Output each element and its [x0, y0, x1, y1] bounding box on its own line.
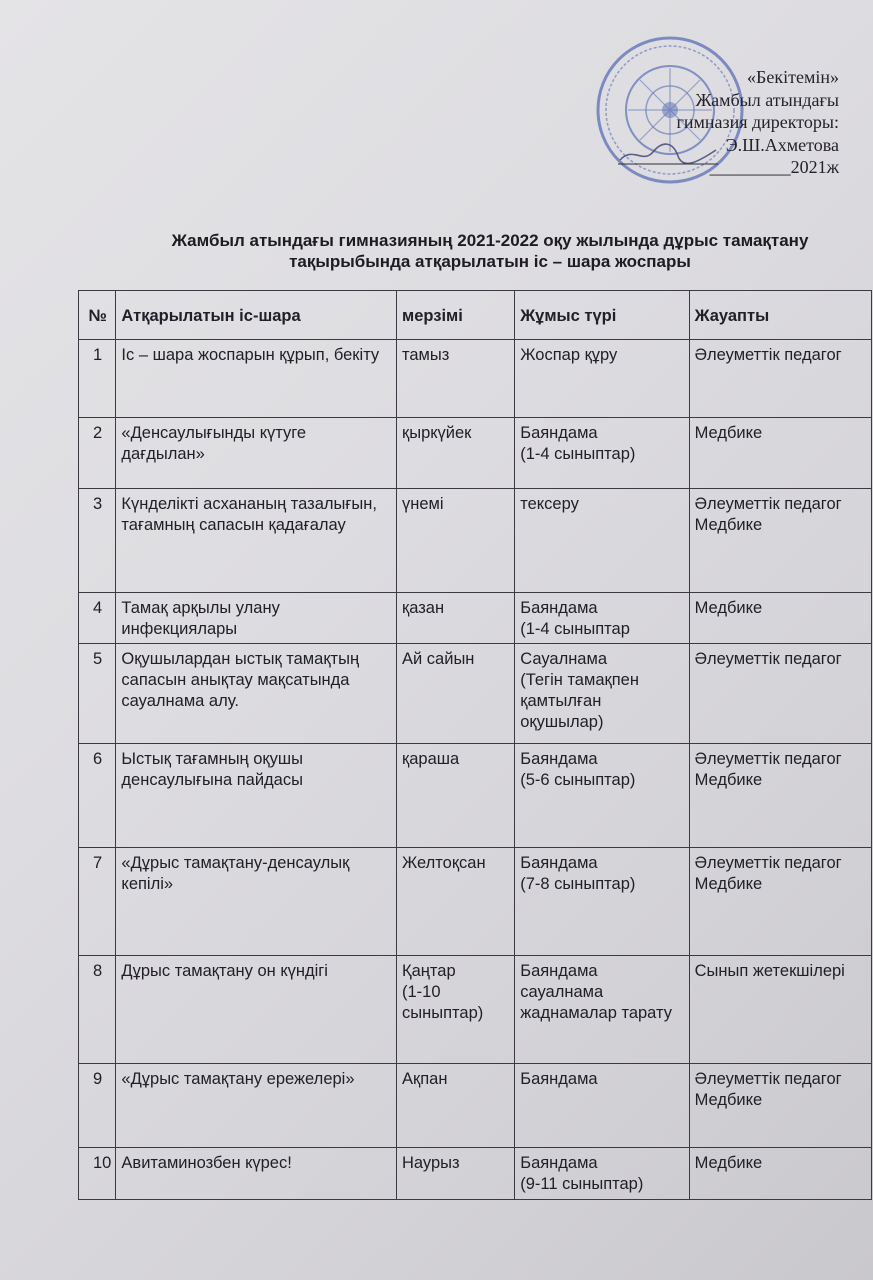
cell-event: Дұрыс тамақтану он күндігі [116, 956, 397, 1064]
cell-term: Желтоқсан [397, 848, 515, 956]
table-header-row [79, 291, 872, 340]
cell-work-type: Баяндама (1-4 сыныптар [515, 593, 689, 644]
cell-number: 8 [79, 956, 116, 1064]
cell-work-type: Баяндама (1-4 сыныптар) [515, 418, 689, 489]
cell-number: 2 [79, 418, 116, 489]
cell-number: 7 [79, 848, 116, 956]
cell-work-type: Баяндама (9-11 сыныптар) [515, 1148, 689, 1200]
cell-responsible: Медбике [689, 418, 871, 489]
cell-term: Наурыз [397, 1148, 515, 1200]
document-title: Жамбыл атындағы гимназияның 2021-2022 оқу жылында дұрыс тамақтану тақырыбында атқарылатын іс – шара жоспары [171, 231, 809, 271]
cell-responsible: Медбике [689, 593, 871, 644]
cell-responsible: Әлеуметтік педагог Медбике [689, 848, 871, 956]
cell-term: қараша [397, 744, 515, 848]
table-row [79, 340, 872, 418]
header-event: Атқарылатын іс-шара [116, 291, 397, 340]
table-row [79, 956, 872, 1064]
cell-term: Ай сайын [397, 644, 515, 744]
approval-director-name: Э.Ш.Ахметова [725, 134, 839, 155]
cell-responsible: Әлеуметтік педагог Медбике [689, 1064, 871, 1148]
cell-term: үнемі [397, 489, 515, 593]
cell-event: «Дұрыс тамақтану ережелері» [116, 1064, 397, 1148]
cell-number: 6 [79, 744, 116, 848]
approval-heading: «Бекітемін» [747, 67, 839, 87]
cell-event: «Денсаулығынды күтуге дағдылан» [116, 418, 397, 489]
cell-number: 5 [79, 644, 116, 744]
cell-number: 10 [79, 1148, 116, 1200]
table-row [79, 418, 872, 489]
cell-responsible: Әлеуметтік педагог Медбике [689, 489, 871, 593]
table-row [79, 1148, 872, 1200]
table-row [79, 848, 872, 956]
cell-event: Авитаминозбен күрес! [116, 1148, 397, 1200]
cell-number: 3 [79, 489, 116, 593]
cell-responsible: Әлеуметтік педагог [689, 644, 871, 744]
header-responsible: Жауапты [689, 291, 871, 340]
cell-event: Іс – шара жоспарын құрып, бекіту [116, 340, 397, 418]
cell-work-type: Баяндама (5-6 сыныптар) [515, 744, 689, 848]
header-work-type: Жұмыс түрі [515, 291, 689, 340]
event-plan-table [78, 290, 872, 1200]
cell-work-type: Сауалнама (Тегін тамақпен қамтылған оқушылар) [515, 644, 689, 744]
table-row [79, 744, 872, 848]
cell-work-type: тексеру [515, 489, 689, 593]
approval-year: _________2021ж [709, 157, 839, 177]
cell-number: 1 [79, 340, 116, 418]
cell-term: тамыз [397, 340, 515, 418]
header-number: № [79, 291, 116, 340]
cell-work-type: Жоспар құру [515, 340, 689, 418]
table-row [79, 593, 872, 644]
cell-term: қыркүйек [397, 418, 515, 489]
approval-position: гимназия директоры: [676, 112, 839, 132]
cell-responsible: Әлеуметтік педагог [689, 340, 871, 418]
cell-work-type: Баяндама [515, 1064, 689, 1148]
cell-event: Күнделікті асхананың тазалығын, тағамның сапасын қадағалау [116, 489, 397, 593]
cell-event: Тамақ арқылы улану инфекциялары [116, 593, 397, 644]
approval-block [579, 66, 839, 179]
approval-year-text: 2021ж [790, 157, 839, 177]
table-row [79, 1064, 872, 1148]
cell-term: қазан [397, 593, 515, 644]
approval-school: Жамбыл атындағы [695, 89, 839, 110]
cell-work-type: Баяндама (7-8 сыныптар) [515, 848, 689, 956]
cell-work-type: Баяндама сауалнама жаднамалар тарату [515, 956, 689, 1064]
header-term: мерзімі [397, 291, 515, 340]
cell-event: Оқушылардан ыстық тамақтың сапасын анықтау мақсатында сауалнама алу. [116, 644, 397, 744]
cell-responsible: Медбике [689, 1148, 871, 1200]
cell-number: 4 [79, 593, 116, 644]
cell-term: Ақпан [397, 1064, 515, 1148]
cell-event: Ыстық тағамның оқушы денсаулығына пайдасы [116, 744, 397, 848]
cell-event: «Дұрыс тамақтану-денсаулық кепілі» [116, 848, 397, 956]
cell-responsible: Әлеуметтік педагог Медбике [689, 744, 871, 848]
table-row [79, 489, 872, 593]
cell-term: Қаңтар (1-10 сыныптар) [397, 956, 515, 1064]
table-row [79, 644, 872, 744]
cell-responsible: Сынып жетекшілері [689, 956, 871, 1064]
cell-number: 9 [79, 1064, 116, 1148]
